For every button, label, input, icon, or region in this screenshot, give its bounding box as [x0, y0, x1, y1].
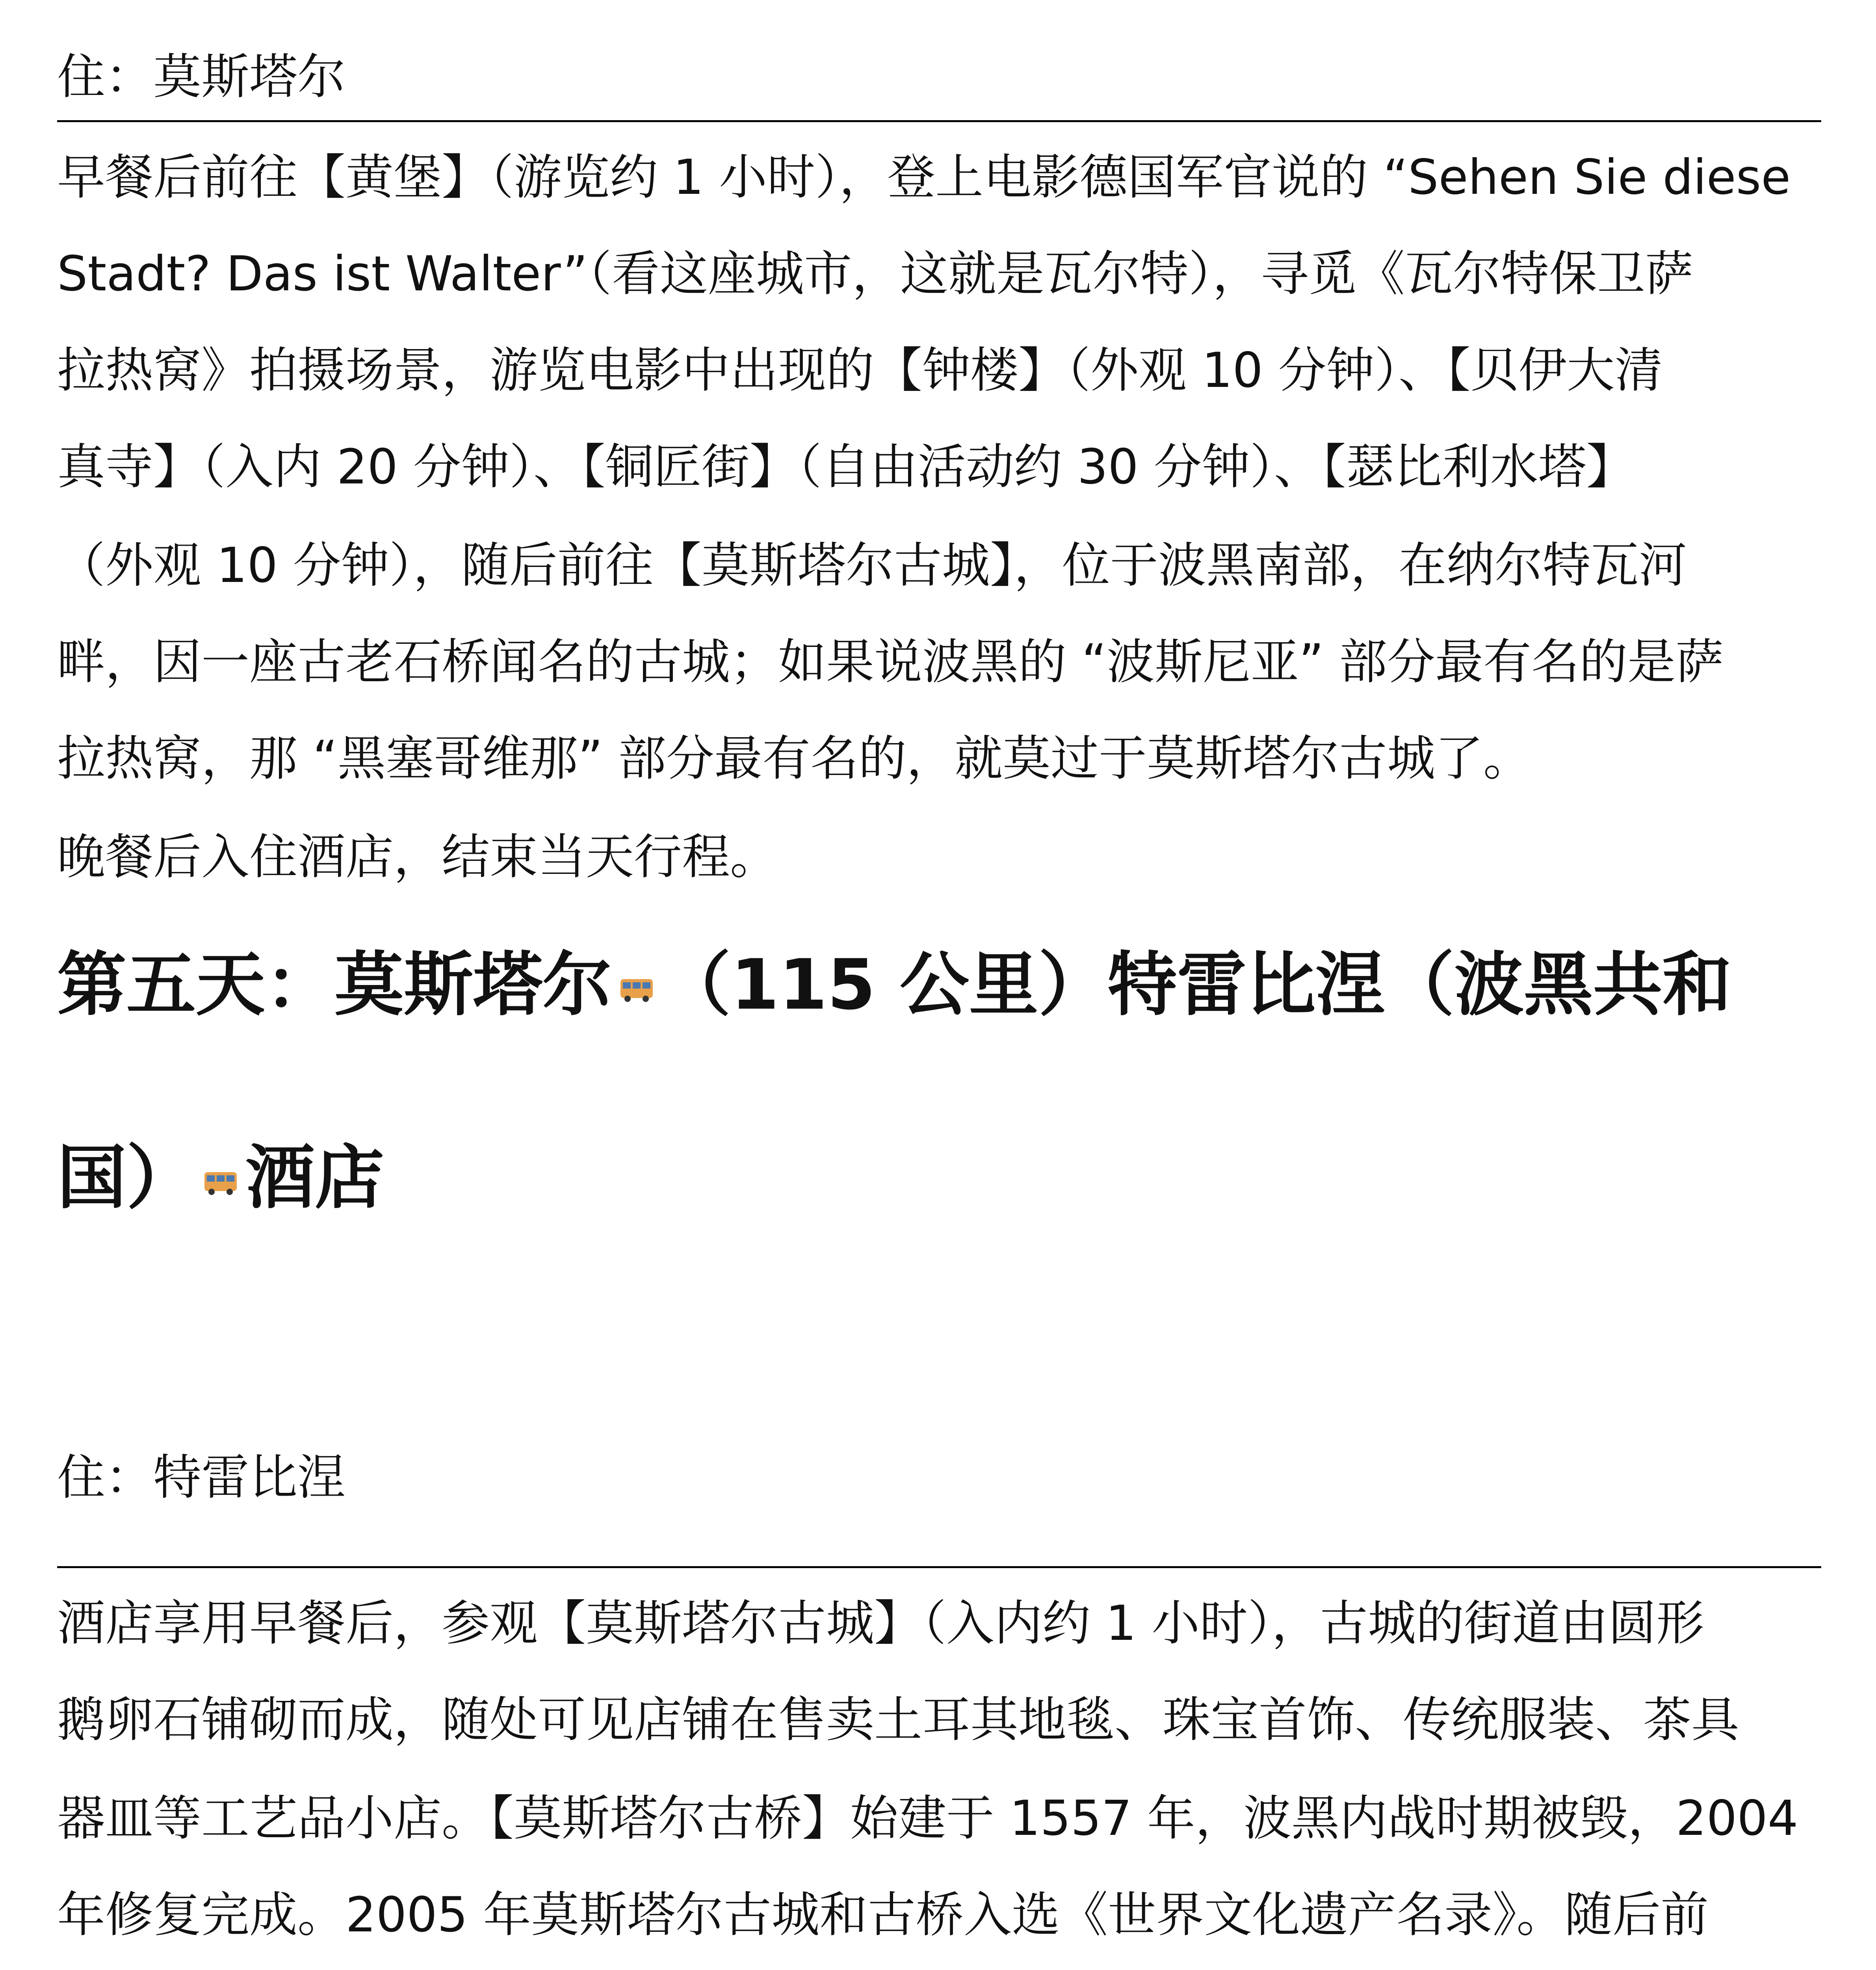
paragraph-line: （外观 10 分钟），随后前往【莫斯塔尔古城】，位于波黑南部，在纳尔特瓦河 — [57, 537, 1687, 593]
paragraph-line: 酒店享用早餐后，参观【莫斯塔尔古城】（入内约 1 小时），古城的街道由圆形 — [57, 1595, 1705, 1651]
paragraph-line: 年修复完成。2005 年莫斯塔尔古城和古桥入选《世界文化遗产名录》。随后前 — [57, 1887, 1709, 1943]
heading-text: 酒店 — [245, 1137, 384, 1218]
divider — [57, 120, 1821, 122]
day5-stay: 住：特雷比涅 — [57, 1450, 345, 1505]
paragraph-line: Stadt? Das ist Walter”（看这座城市，这就是瓦尔特），寻觅《瓦尔特保卫萨 — [57, 246, 1693, 302]
paragraph-line: 拉热窝》拍摄场景，游览电影中出现的【钟楼】（外观 10 分钟）、【贝伊大清 — [57, 342, 1663, 398]
heading-text: （115 公里）特雷比涅（波黑共和 — [661, 944, 1732, 1025]
paragraph-line: 早餐后前往【黄堡】（游览约 1 小时），登上电影德国军官说的 “Sehen Sie diese — [57, 149, 1791, 205]
day4-stay: 住：莫斯塔尔 — [57, 49, 345, 105]
paragraph-line: 真寺】（入内 20 分钟）、【铜匠街】（自由活动约 30 分钟）、【瑟比利水塔】 — [57, 439, 1635, 495]
heading-text: 第五天：莫斯塔尔 — [57, 944, 612, 1025]
day4-closing: 晚餐后入住酒店，结束当天行程。 — [57, 829, 778, 885]
bus-icon — [203, 1169, 238, 1197]
paragraph-line: 畔，因一座古老石桥闻名的古城；如果说波黑的 “波斯尼亚” 部分最有名的是萨 — [57, 634, 1724, 690]
day5-heading-line1 — [57, 940, 1821, 1030]
paragraph-line: 拉热窝，那 “黑塞哥维那” 部分最有名的，就莫过于莫斯塔尔古城了。 — [57, 730, 1531, 786]
paragraph-line: 鹅卵石铺砌而成，随处可见店铺在售卖土耳其地毯、珠宝首饰、传统服装、茶具 — [57, 1692, 1739, 1748]
day5-heading-line2 — [57, 1133, 1821, 1223]
bus-icon — [619, 976, 654, 1004]
paragraph-line: 器皿等工艺品小店。【莫斯塔尔古桥】始建于 1557 年，波黑内战时期被毁，2004 — [57, 1790, 1798, 1846]
heading-text: 国） — [57, 1137, 196, 1218]
divider — [57, 1566, 1821, 1568]
itinerary-page — [57, 0, 1821, 1970]
